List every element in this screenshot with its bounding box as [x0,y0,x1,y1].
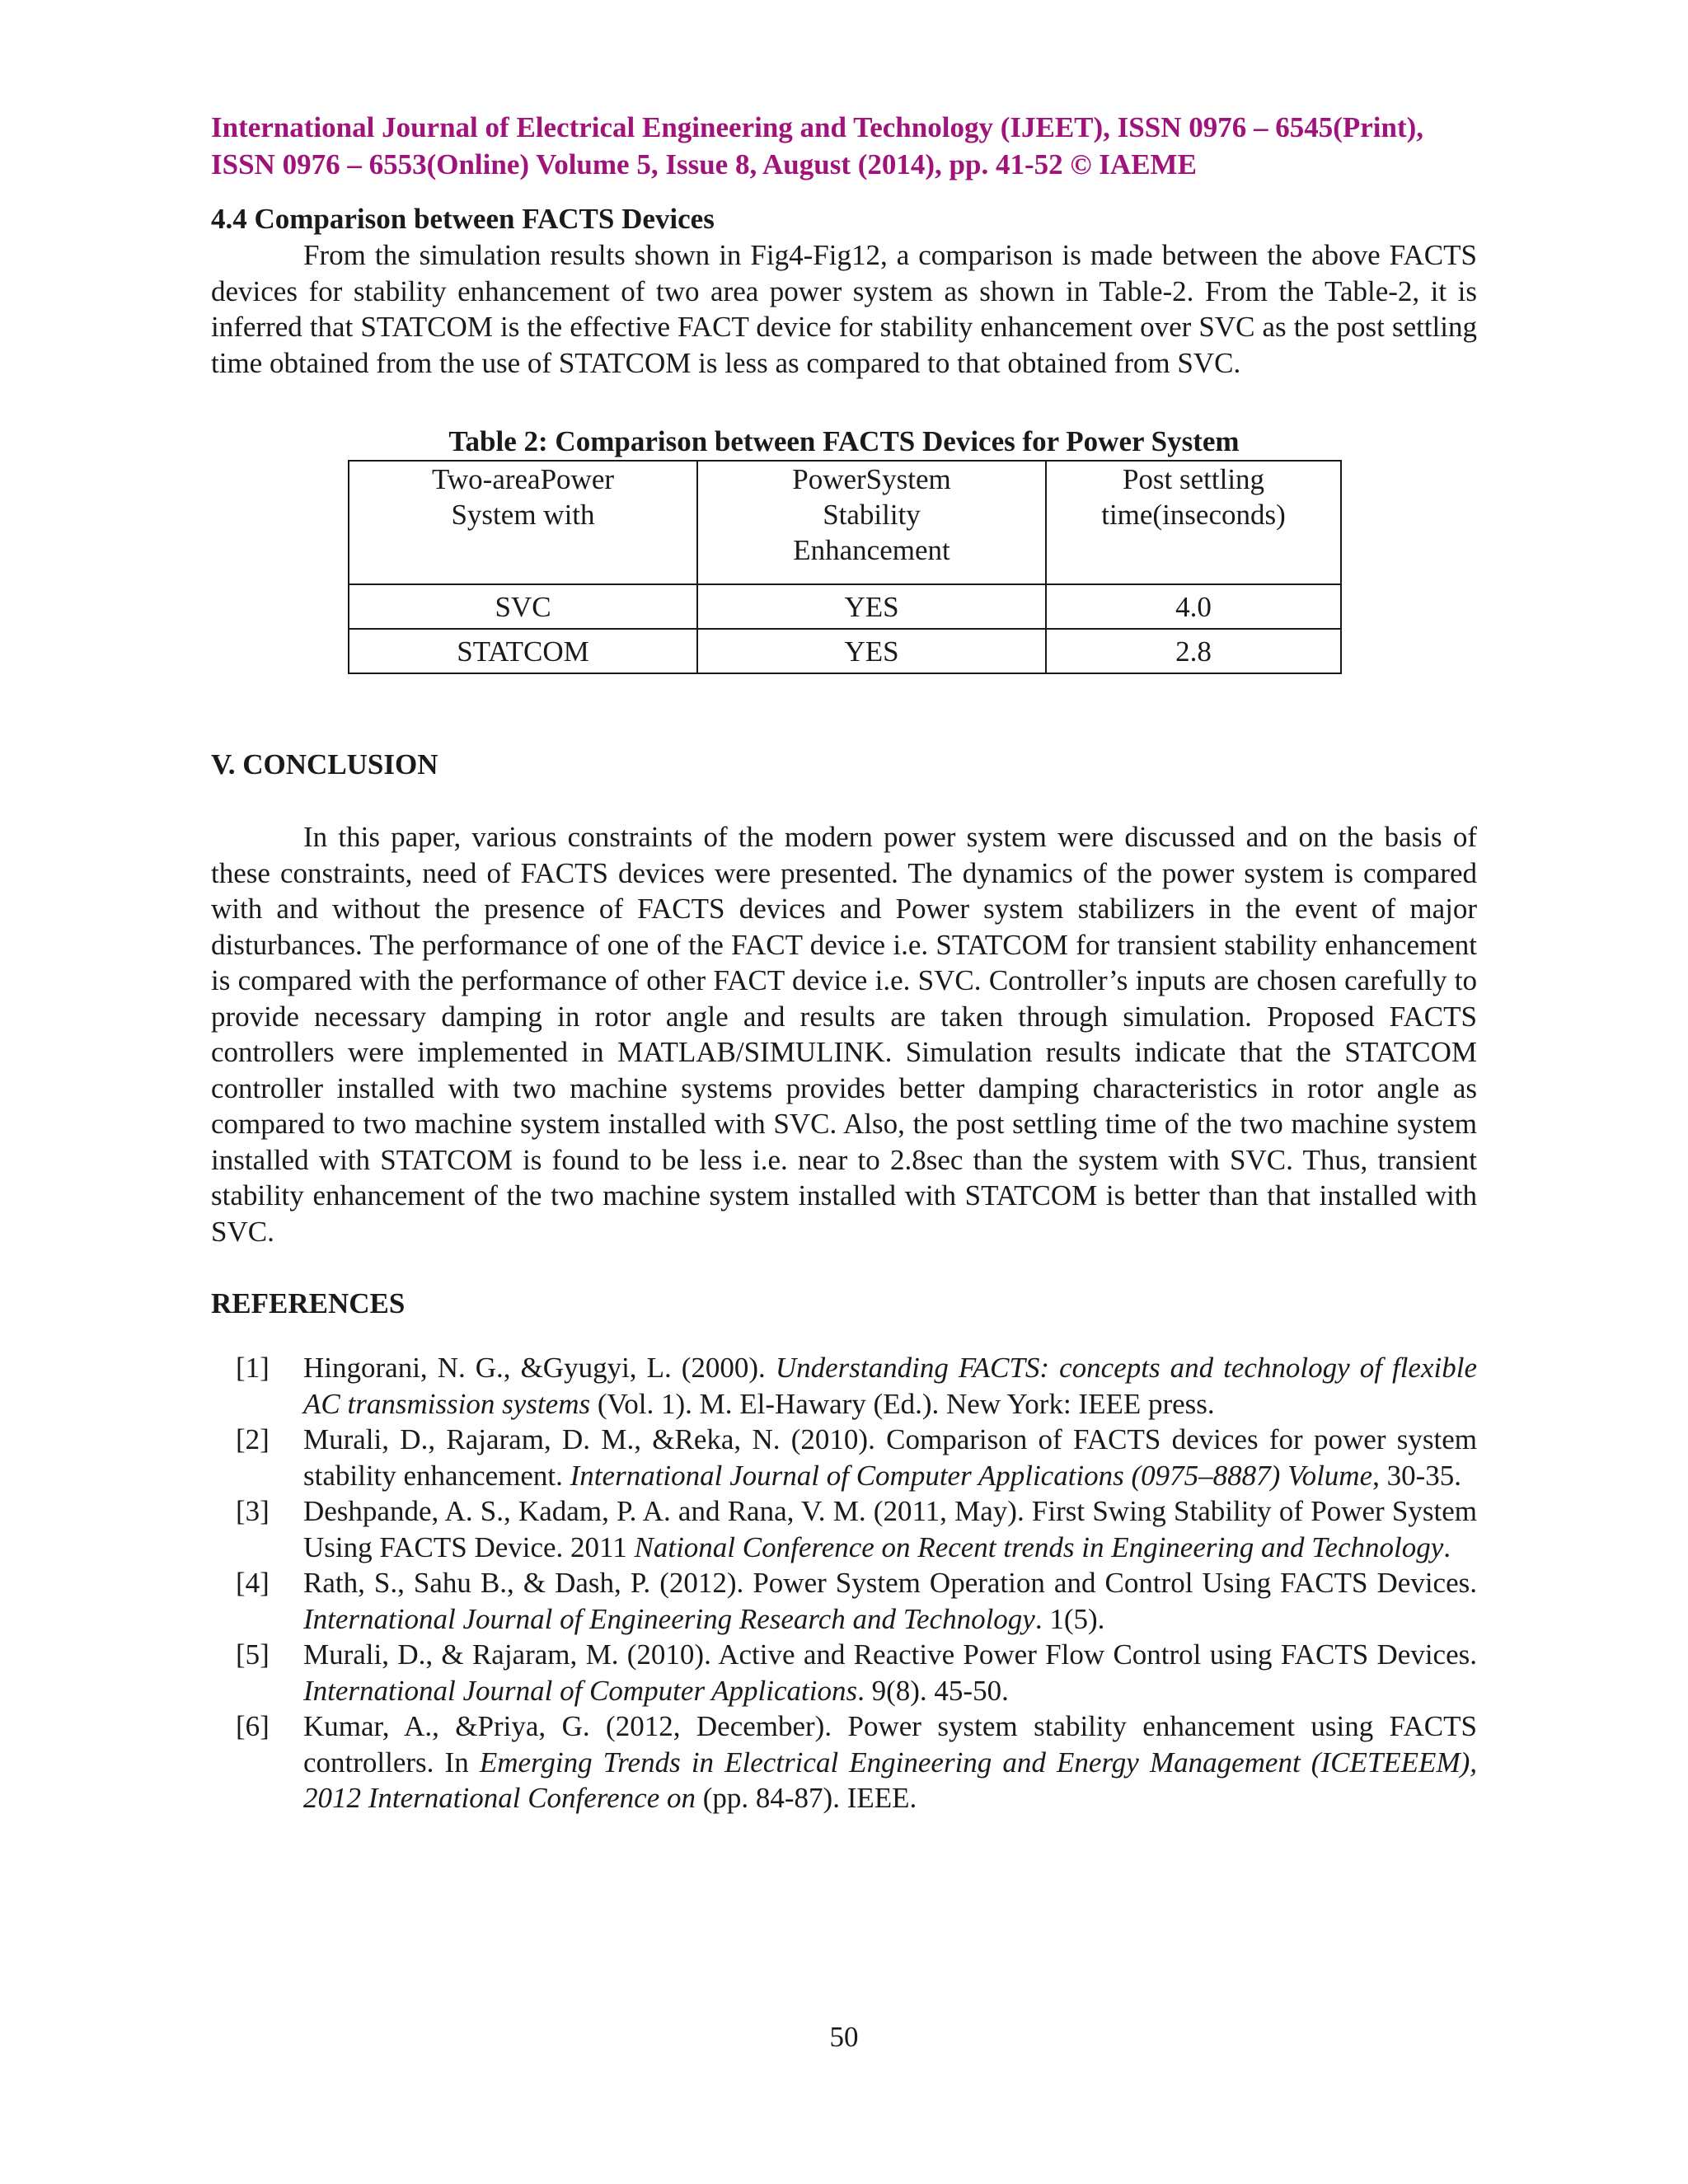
reference-text: . 1(5). [1034,1602,1105,1635]
reference-number: [6] [236,1710,270,1742]
journal-header-line1: International Journal of Electrical Engineering and Technology (IJEET), ISSN 0976 – 6545(Print), [211,111,1424,143]
section-paragraph-comparison: From the simulation results shown in Fig4-Fig12, a comparison is made between the above FACTS devices for stability enhancement of two area power system as shown in Table-2. From the Table-2, it is inferred that STATCOM is the effective FACT device for stability enhancement over SVC as the post settling time obtained from the use of STATCOM is less as compared to that obtained from SVC. [211,239,1477,379]
reference-text: Hingorani, N. G., &Gyugyi, L. (2000). [303,1352,776,1384]
table-header-text: System with [451,499,595,531]
table-caption: Table 2: Comparison between FACTS Devices for Power System [448,425,1240,457]
reference-text: Murali, D., Rajaram, D. M., &Reka, N. (2010). Comparison of FACTS devices for power system stability enhancement. [303,1423,1477,1492]
reference-italic-text: International Journal of Computer Applications (0975–8887) Volume [570,1459,1373,1492]
table-cell-enhancement: YES [697,629,1046,673]
reference-item [211,1422,1477,1493]
conclusion-paragraph: In this paper, various constraints of the modern power system were discussed and on the basis of these constraints, need of FACTS devices were presented. The dynamics of the power system is compared with and without the presence of FACTS devices and Power system stabilizers in the event of major disturbances. The performance of one of the FACT device i.e. STATCOM for transient stability enhancement is compared with the performance of other FACT device i.e. SVC. Controller’s inputs are chosen carefully to provide necessary damping in rotor angle and results are taken through simulation. Proposed FACTS controllers were implemented in MATLAB/SIMULINK. Simulation results indicate that the STATCOM controller installed with two machine systems provides better damping characteristics in rotor angle as compared to two machine system installed with SVC. Also, the post settling time of the two machine system installed with STATCOM is found to be less i.e. near to 2.8sec than the system with SVC. Thus, transient stability enhancement of the two machine system installed with STATCOM is better than that installed with SVC. [211,821,1477,1248]
table-header-text: Post settling [1122,463,1265,495]
table-cell-device: STATCOM [349,629,697,673]
table-cell-settling-time: 2.8 [1046,629,1341,673]
reference-item [211,1708,1477,1816]
reference-text: (Vol. 1). M. El-Hawary (Ed.). New York: IEEE press. [590,1387,1215,1420]
page-number: 50 [829,2021,859,2053]
reference-text: . 9(8). 45-50. [857,1674,1009,1707]
table-cell-device: SVC [349,584,697,629]
reference-italic-text: Emerging Trends in Electrical Engineering and Energy Management (ICETEEEM), 2012 International Conference on [303,1746,1477,1814]
reference-item [211,1493,1477,1565]
reference-number: [2] [236,1423,270,1455]
reference-number: [1] [236,1352,270,1384]
table-header-text: Stability [823,499,921,531]
section-heading-comparison: 4.4 Comparison between FACTS Devices [211,203,715,235]
reference-item [211,1637,1477,1708]
table-row [349,629,1341,673]
reference-text: Murali, D., & Rajaram, M. (2010). Active and Reactive Power Flow Control using FACTS Devices. [303,1638,1477,1671]
reference-text: , 30-35. [1372,1459,1462,1492]
reference-item [211,1350,1477,1422]
reference-number: [3] [236,1495,270,1527]
table-header-text: Two-areaPower [431,463,615,495]
reference-italic-text: Understanding FACTS: concepts and technology of flexible AC transmission systems [303,1352,1477,1420]
page-content [211,109,1477,1816]
table-header-text: time(inseconds) [1101,499,1286,531]
table-header-text: PowerSystem [792,463,951,495]
reference-text: Deshpande, A. S., Kadam, P. A. and Rana, V. M. (2011, May). First Swing Stability of Power System Using FACTS Device. 2011 [303,1495,1477,1563]
reference-italic-text: International Journal of Engineering Research and Technology [303,1602,1035,1635]
table-cell-settling-time: 4.0 [1046,584,1341,629]
table-header-settling-time [1046,461,1341,584]
journal-header [211,109,1477,183]
reference-italic-text: National Conference on Recent trends in Engineering and Technology [634,1530,1444,1563]
reference-number: [5] [236,1638,270,1671]
table-cell-enhancement: YES [697,584,1046,629]
journal-header-line2: ISSN 0976 – 6553(Online) Volume 5, Issue 8, August (2014), pp. 41-52 © IAEME [211,148,1197,180]
reference-number: [4] [236,1567,270,1599]
section-heading-references: REFERENCES [211,1287,406,1319]
reference-text: (pp. 84-87). IEEE. [696,1782,917,1814]
table-header-device [349,461,697,584]
table-header-enhancement [697,461,1046,584]
reference-text: Rath, S., Sahu B., & Dash, P. (2012). Power System Operation and Control Using FACTS Devices. [303,1567,1477,1599]
reference-text: Kumar, A., &Priya, G. (2012, December). Power system stability enhancement using FACTS controllers. In [303,1710,1477,1779]
reference-italic-text: International Journal of Computer Applications [303,1674,858,1707]
reference-list [211,1350,1477,1816]
table-header-text: Enhancement [793,534,950,566]
table-header-row [349,461,1341,584]
comparison-table [348,460,1342,674]
table-row [349,584,1341,629]
section-heading-conclusion: V. CONCLUSION [211,748,438,780]
reference-text: . [1443,1530,1451,1563]
reference-item [211,1565,1477,1637]
